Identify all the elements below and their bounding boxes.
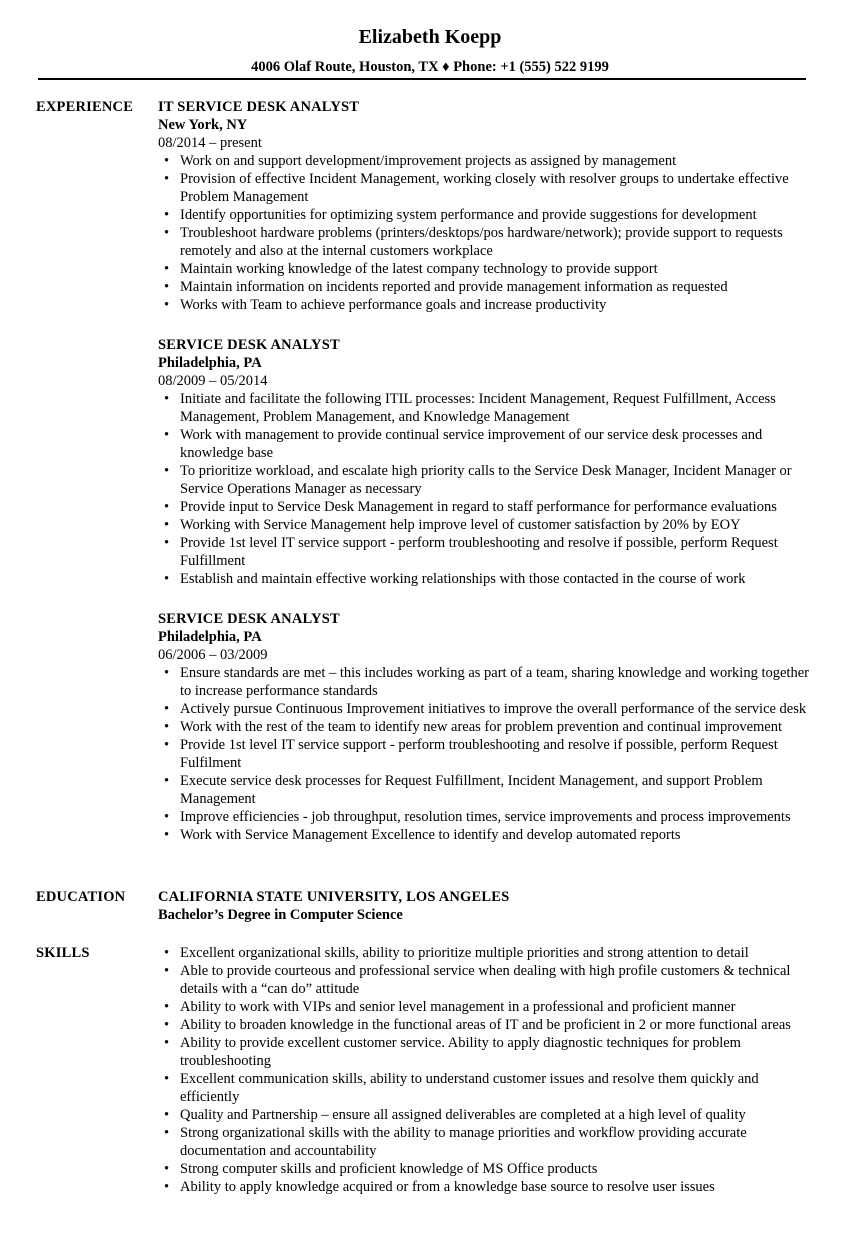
job-title: SERVICE DESK ANALYST	[158, 611, 340, 627]
bullet-item: • Works with Team to achieve performance goals and increase productivity	[158, 296, 810, 314]
skills-body	[158, 944, 810, 1196]
bullet-item: • Ability to broaden knowledge in the functional areas of IT and be proficient in 2 or more functional areas	[158, 1016, 810, 1034]
experience-label: EXPERIENCE	[36, 99, 134, 115]
skills-label: SKILLS	[36, 945, 90, 961]
bullet-item: • Work with Service Management Excellence to identify and develop automated reports	[158, 826, 810, 844]
contact-line: 4006 Olaf Route, Houston, TX ♦ Phone: +1 (555) 522 9199	[251, 59, 609, 75]
bullet-item: • Strong computer skills and proficient knowledge of MS Office products	[158, 1160, 810, 1178]
bullet-item: • To prioritize workload, and escalate high priority calls to the Service Desk Manager, Incident Manager or Service Operations Manager as necessary	[158, 462, 810, 498]
job-entry	[158, 98, 810, 314]
job-location: New York, NY	[158, 117, 248, 133]
bullet-item: • Work with management to provide continual service improvement of our service desk processes and knowledge base	[158, 426, 810, 462]
job-bullets	[158, 390, 810, 588]
degree: Bachelor’s Degree in Computer Science	[158, 907, 403, 923]
job-bullets	[158, 664, 810, 844]
header-divider	[38, 78, 806, 80]
bullet-item: • Maintain working knowledge of the latest company technology to provide support	[158, 260, 810, 278]
bullet-item: • Troubleshoot hardware problems (printers/desktops/pos hardware/network); provide support to requests remotely and also at the internal customers workplace	[158, 224, 810, 260]
bullet-item: • Provide 1st level IT service support - perform troubleshooting and resolve if possible, perform Request Fulfilment	[158, 736, 810, 772]
bullet-item: • Ensure standards are met – this includes working as part of a team, sharing knowledge and working together to increase performance standards	[158, 664, 810, 700]
bullet-item: • Quality and Partnership – ensure all assigned deliverables are completed at a high level of quality	[158, 1106, 810, 1124]
skills-bullets	[158, 944, 810, 1196]
bullet-item: • Maintain information on incidents reported and provide management information as requested	[158, 278, 810, 296]
bullet-item: • Work on and support development/improvement projects as assigned by management	[158, 152, 810, 170]
bullet-item: • Excellent communication skills, ability to understand customer issues and resolve them quickly and efficiently	[158, 1070, 810, 1106]
education-body	[158, 888, 810, 924]
candidate-name: Elizabeth Koepp	[358, 26, 502, 48]
bullet-item: • Provision of effective Incident Management, working closely with resolver groups to undertake effective Problem Management	[158, 170, 810, 206]
bullet-item: • Strong organizational skills with the ability to manage priorities and workflow providing accurate documentation and accountability	[158, 1124, 810, 1160]
bullet-item: • Initiate and facilitate the following ITIL processes: Incident Management, Request Fulfillment, Access Management, Problem Management, and Knowledge Management	[158, 390, 810, 426]
bullet-item: • Ability to apply knowledge acquired or from a knowledge base source to resolve user issues	[158, 1178, 810, 1196]
job-dates: 08/2014 – present	[158, 135, 262, 151]
job-entry	[158, 336, 810, 588]
school-name: CALIFORNIA STATE UNIVERSITY, LOS ANGELES	[158, 889, 510, 905]
bullet-item: • Execute service desk processes for Request Fulfillment, Incident Management, and support Problem Management	[158, 772, 810, 808]
job-dates: 08/2009 – 05/2014	[158, 373, 268, 389]
bullet-item: • Provide 1st level IT service support - perform troubleshooting and resolve if possible, perform Request Fulfillment	[158, 534, 810, 570]
job-title: IT SERVICE DESK ANALYST	[158, 99, 360, 115]
job-entry	[158, 610, 810, 844]
bullet-item: • Work with the rest of the team to identify new areas for problem prevention and continual improvement	[158, 718, 810, 736]
bullet-item: • Ability to provide excellent customer service. Ability to apply diagnostic techniques for problem troubleshooting	[158, 1034, 810, 1070]
job-dates: 06/2006 – 03/2009	[158, 647, 268, 663]
bullet-item: • Establish and maintain effective working relationships with those contacted in the course of work	[158, 570, 810, 588]
bullet-item: • Ability to work with VIPs and senior level management in a professional and proficient manner	[158, 998, 810, 1016]
job-title: SERVICE DESK ANALYST	[158, 337, 340, 353]
bullet-item: • Working with Service Management help improve level of customer satisfaction by 20% by EOY	[158, 516, 810, 534]
bullet-item: • Provide input to Service Desk Management in regard to staff performance for performance evaluations	[158, 498, 810, 516]
job-bullets	[158, 152, 810, 314]
bullet-item: • Able to provide courteous and professional service when dealing with high profile customers & technical details with a “can do” attitude	[158, 962, 810, 998]
job-location: Philadelphia, PA	[158, 629, 262, 645]
job-location: Philadelphia, PA	[158, 355, 262, 371]
experience-body	[158, 98, 810, 844]
bullet-item: • Identify opportunities for optimizing system performance and provide suggestions for development	[158, 206, 810, 224]
bullet-item: • Actively pursue Continuous Improvement initiatives to improve the overall performance of the service desk	[158, 700, 810, 718]
bullet-item: • Improve efficiencies - job throughput, resolution times, service improvements and process improvements	[158, 808, 810, 826]
bullet-item: • Excellent organizational skills, ability to prioritize multiple priorities and strong attention to detail	[158, 944, 810, 962]
education-label: EDUCATION	[36, 889, 126, 905]
